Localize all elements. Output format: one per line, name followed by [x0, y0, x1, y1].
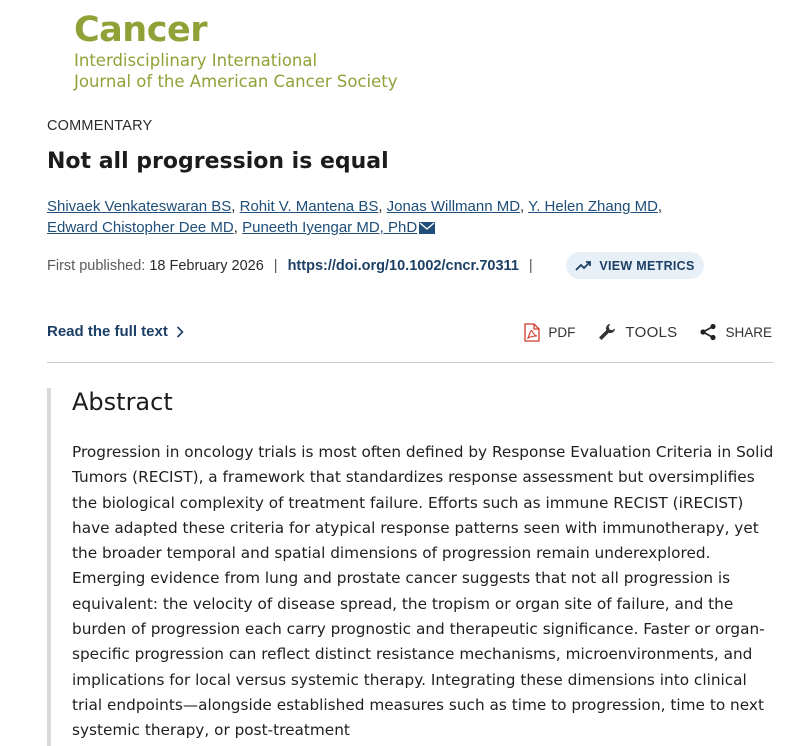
read-full-text-label: Read the full text — [47, 323, 168, 340]
doi-link[interactable]: https://doi.org/10.1002/cncr.70311 — [287, 258, 519, 274]
first-published-date: 18 February 2026 — [149, 258, 264, 274]
view-metrics-button[interactable] — [566, 252, 704, 279]
first-published-label: First published: — [47, 258, 146, 274]
author-link[interactable]: Puneeth Iyengar MD, PhD — [242, 219, 418, 236]
mail-icon[interactable] — [419, 219, 435, 240]
share-button[interactable] — [699, 323, 772, 341]
article-toolbar — [502, 322, 772, 342]
journal-logo[interactable] — [74, 10, 398, 92]
publication-info — [47, 256, 543, 276]
chevron-right-icon — [176, 326, 184, 338]
author-link[interactable]: Edward Chistopher Dee MD — [47, 219, 234, 236]
separator: | — [528, 258, 533, 274]
journal-subtitle-line2: Journal of the American Cancer Society — [74, 72, 398, 91]
tools-label: TOOLS — [625, 323, 678, 341]
journal-name: Cancer — [74, 10, 207, 50]
article-title: Not all progression is equal — [47, 149, 389, 174]
divider — [47, 362, 773, 363]
abstract-text: Progression in oncology trials is most often defined by Response Evaluation Criteria in Solid Tumors (RECIST), a framework that standardizes response assessment but oversimplifies the biological complexity of treatment failure. Efforts such as immune RECIST (iRECIST) have adapted these criteria for atypical response patterns seen with immunotherapy, yet the broader temporal and spatial dimensions of progression remain underexplored. Emerging evidence from lung and prostate cancer suggests that not all progression is equivalent: the velocity of disease spread, the tropism or organ site of failure, and the burden of progression each carry prognostic and therapeutic significance. Faster or organ-specific progression can reflect distinct resistance mechanisms, microenvironments, and implications for local versus systemic therapy. Integrating these dimensions into clinical trial endpoints—alongside established measures such as time to progression, time to next systemic therapy, or post-treatment — [72, 443, 774, 740]
view-metrics-label: VIEW METRICS — [599, 258, 695, 273]
pdf-icon — [524, 323, 540, 342]
abstract-section — [47, 388, 791, 746]
trending-up-icon — [575, 261, 591, 271]
share-label: SHARE — [725, 324, 772, 340]
author-link[interactable]: Shivaek Venkateswaran BS — [47, 198, 232, 215]
journal-subtitle-line1: Interdisciplinary International — [74, 51, 318, 70]
author-link[interactable]: Jonas Willmann MD — [386, 198, 521, 215]
tools-button[interactable] — [597, 322, 677, 342]
wrench-icon — [597, 322, 617, 342]
author-list: Shivaek Venkateswaran BS, Rohit V. Mantena BS, Jonas Willmann MD, Y. Helen Zhang MD, Edward Chistopher Dee MD, Puneeth Iyengar MD, PhD — [47, 196, 767, 240]
pdf-label: PDF — [548, 324, 576, 340]
abstract-heading: Abstract — [72, 388, 173, 416]
separator: | — [273, 258, 278, 274]
pdf-button[interactable] — [524, 323, 575, 342]
author-link[interactable]: Rohit V. Mantena BS — [239, 198, 379, 215]
share-icon — [699, 323, 717, 341]
author-link[interactable]: Y. Helen Zhang MD — [528, 198, 658, 215]
read-full-text-link[interactable] — [47, 323, 184, 340]
article-category: COMMENTARY — [47, 118, 153, 134]
